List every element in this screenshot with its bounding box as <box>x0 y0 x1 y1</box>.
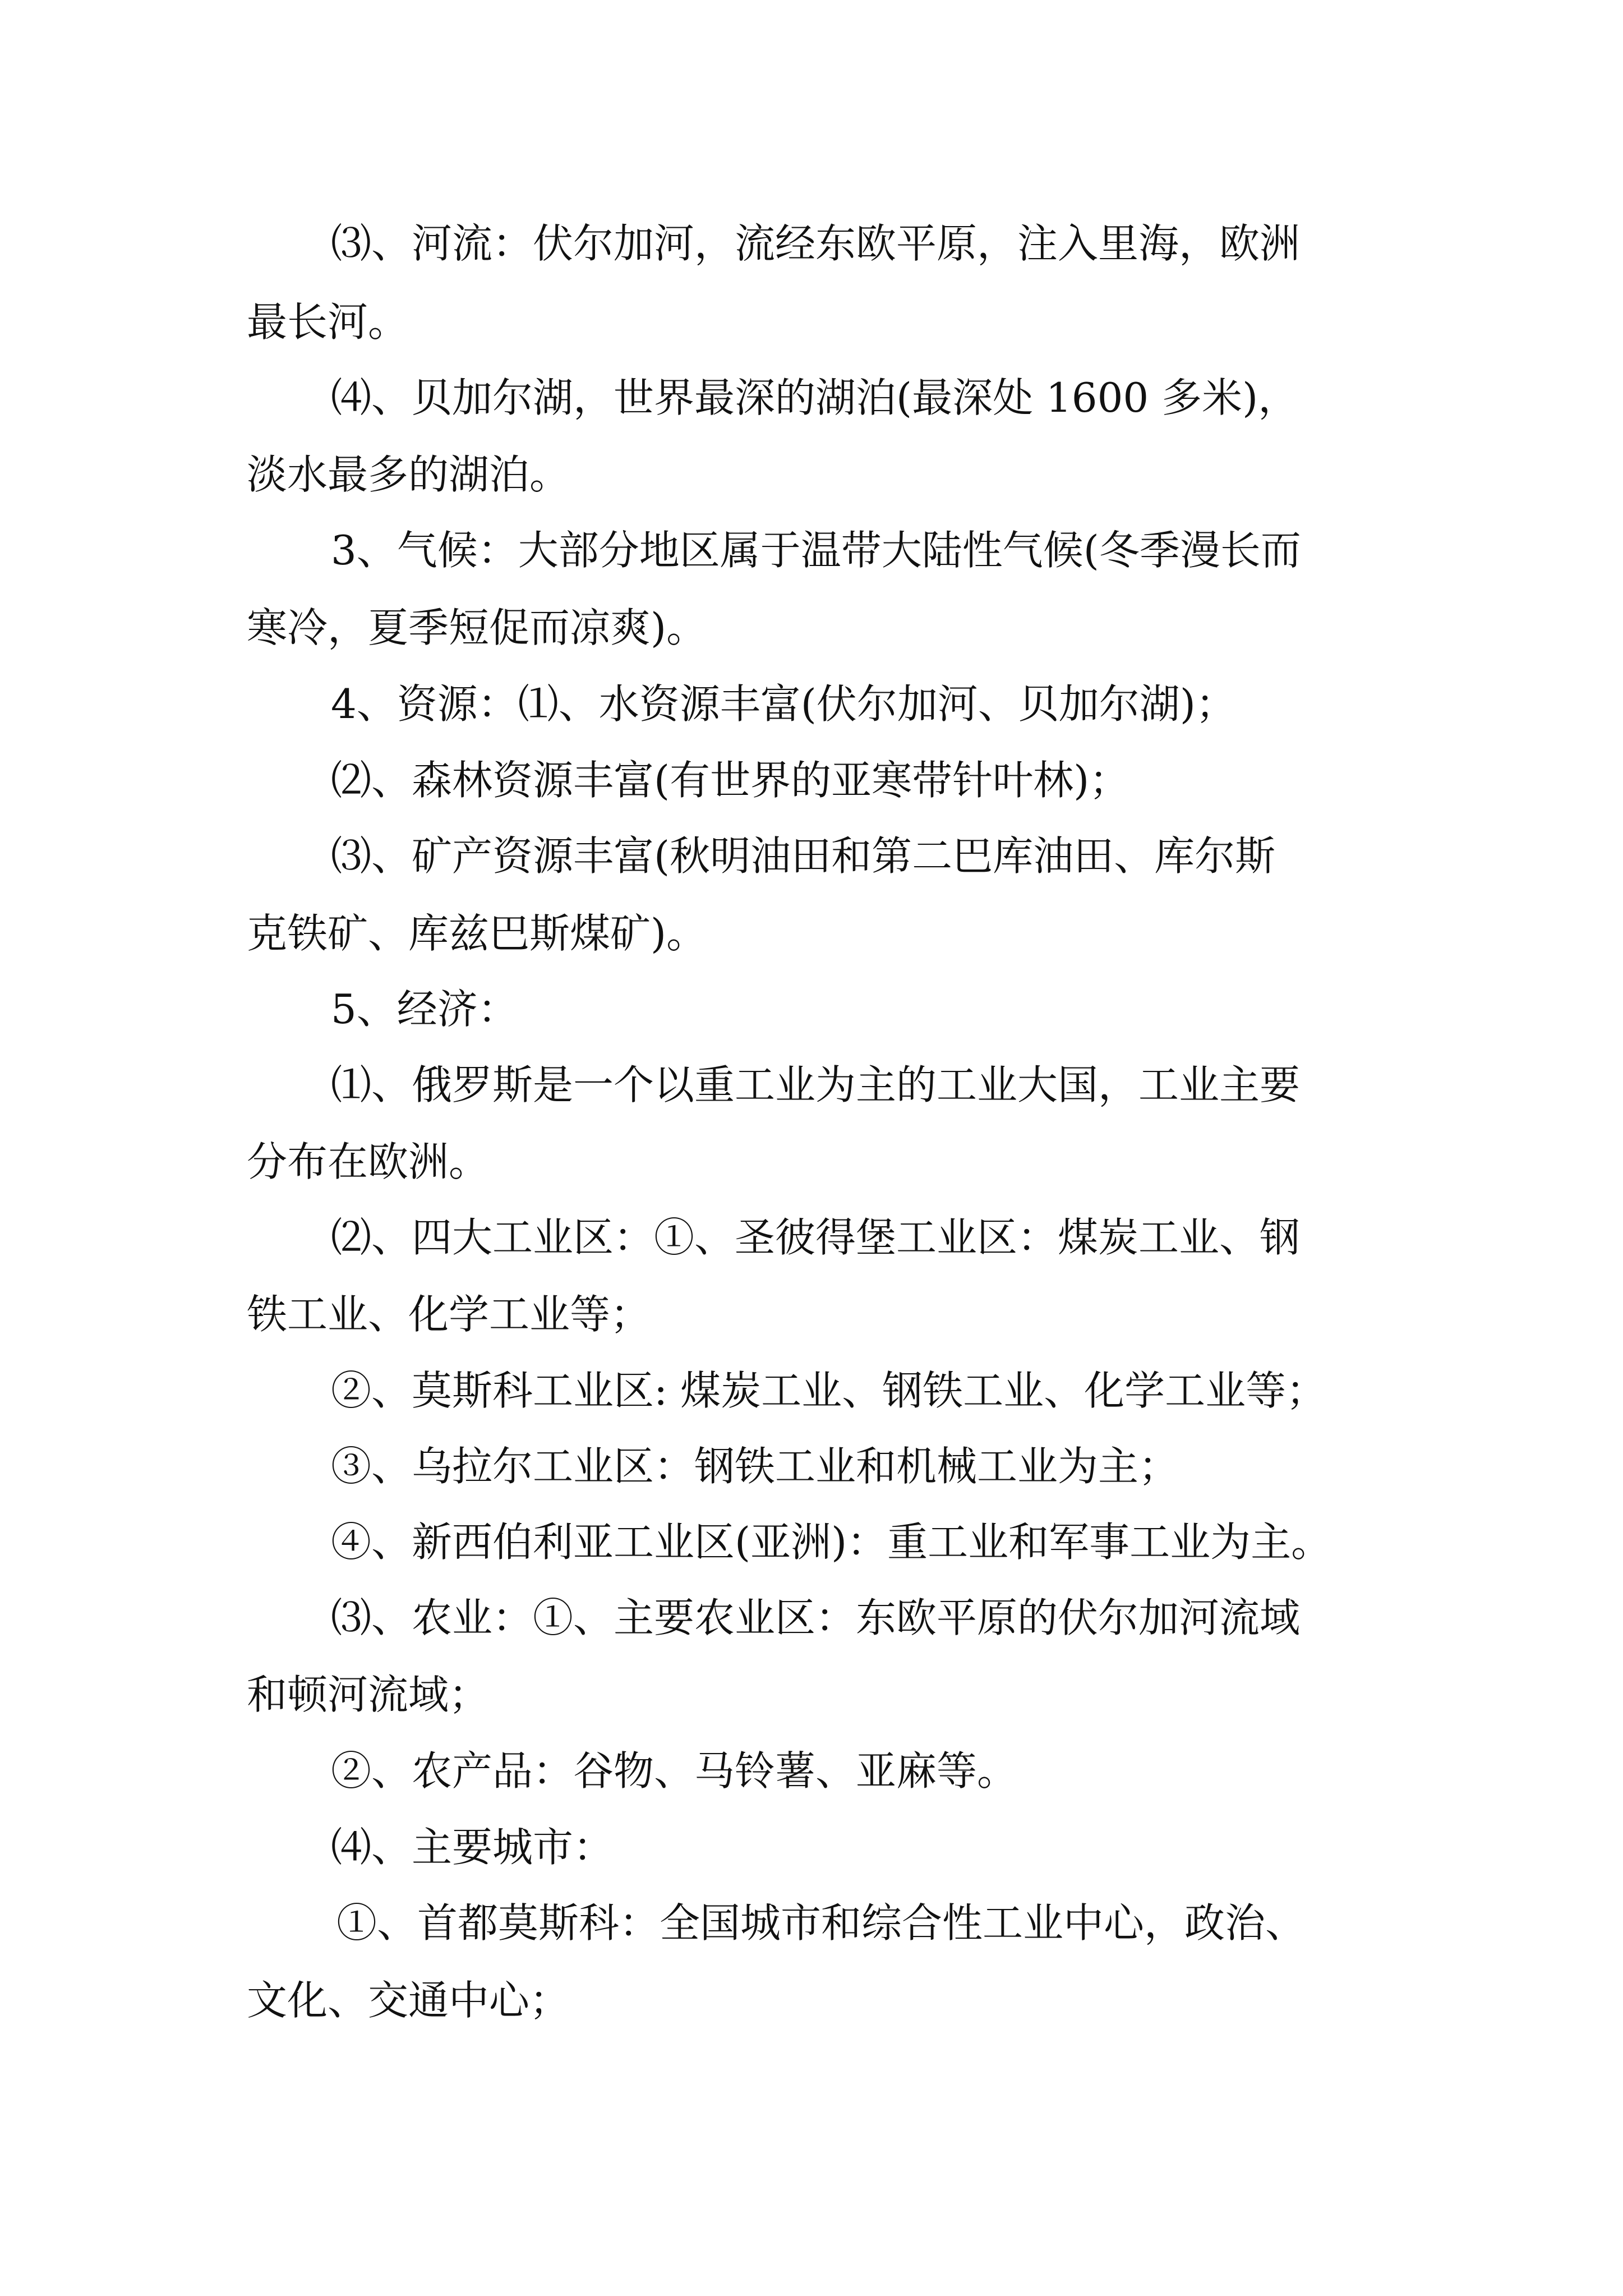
text-line: 分布在欧洲。 <box>247 1138 490 1185</box>
text-line: ②、莫斯科工业区: 煤炭工业、钢铁工业、化学工业等； <box>331 1367 1327 1414</box>
text-line: 3、气候：大部分地区属于温带大陆性气候(冬季漫长而 <box>331 527 1301 574</box>
text-line: 文化、交通中心； <box>247 1977 570 2024</box>
text-line: ⑷、主要城市： <box>331 1824 614 1871</box>
text-line: ②、农产品：谷物、马铃薯、亚麻等。 <box>331 1747 1018 1795</box>
text-line: ⑶、农业：①、主要农业区：东欧平原的伏尔加河流域 <box>331 1594 1301 1641</box>
text-line: ⑵、四大工业区：①、圣彼得堡工业区：煤炭工业、钢 <box>331 1214 1301 1261</box>
text-line: ⑷、贝加尔湖，世界最深的湖泊(最深处 1600 多米)， <box>331 374 1299 421</box>
text-line: 寒冷，夏季短促而凉爽)。 <box>247 604 707 651</box>
text-line: ①、首都莫斯科：全国城市和综合性工业中心，政治、 <box>336 1899 1306 1947</box>
text-line: 5、经济： <box>331 986 518 1033</box>
text-line: ④、新西伯利亚工业区(亚洲)：重工业和军事工业为主。 <box>331 1519 1332 1566</box>
text-line: 和顿河流域； <box>247 1671 490 1718</box>
text-line: 4、资源：⑴、水资源丰富(伏尔加河、贝加尔湖)； <box>331 680 1236 728</box>
text-line: ⑴、俄罗斯是一个以重工业为主的工业大国，工业主要 <box>331 1061 1301 1108</box>
text-line: ⑶、河流：伏尔加河，流经东欧平原，注入里海，欧洲 <box>331 220 1301 267</box>
text-line: ⑵、森林资源丰富(有世界的亚寒带针叶林)； <box>331 757 1130 804</box>
text-line: 最长河。 <box>247 298 409 346</box>
text-line: ⑶、矿产资源丰富(秋明油田和第二巴库油田、库尔斯 <box>331 832 1276 880</box>
text-line: 淡水最多的湖泊。 <box>247 451 570 498</box>
text-line: ③、乌拉尔工业区：钢铁工业和机械工业为主； <box>331 1443 1179 1490</box>
text-line: 克铁矿、库兹巴斯煤矿)。 <box>247 910 707 957</box>
text-line: 铁工业、化学工业等； <box>247 1291 651 1338</box>
